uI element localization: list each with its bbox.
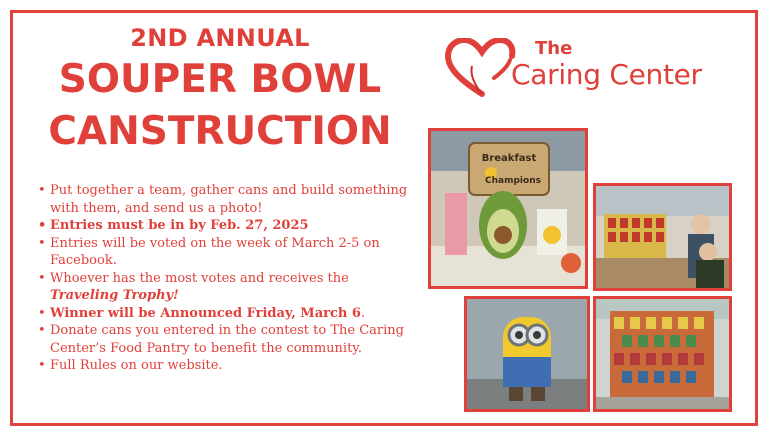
rule-text: Donate cans you entered in the contest to The Caring Center’s Food Pantry to benefit the community. bbox=[50, 323, 404, 356]
sign-text-2: Champions bbox=[485, 176, 541, 186]
rule-item bbox=[38, 322, 418, 357]
traveling-trophy-text: Traveling Trophy! bbox=[50, 288, 179, 303]
photo-breakfast-of-champions bbox=[428, 128, 588, 289]
rule-item bbox=[38, 357, 418, 375]
rule-text: Entries will be voted on the week of March 2-5 on Facebook. bbox=[50, 235, 380, 268]
rule-item bbox=[38, 270, 418, 305]
rule-item bbox=[38, 235, 418, 270]
logo-caring-center: Caring Center bbox=[511, 58, 702, 91]
title-canstruction: CANSTRUCTION bbox=[48, 109, 392, 154]
sign-text-1: Breakfast bbox=[481, 153, 537, 164]
logo-the: The bbox=[535, 38, 573, 59]
rule-text-end: . bbox=[360, 305, 366, 321]
heart-icon bbox=[448, 40, 512, 94]
photo-minion-sculpture bbox=[464, 296, 590, 412]
rule-item bbox=[38, 217, 418, 235]
photo-can-wall bbox=[593, 296, 732, 412]
rule-text: Entries must be in by Feb. 27, 2025 bbox=[50, 218, 309, 233]
rules-list bbox=[38, 182, 418, 375]
title-souper-bowl: SOUPER BOWL bbox=[58, 57, 382, 102]
photo-kids-building bbox=[593, 183, 732, 291]
rule-text: Whoever has the most votes and receives the bbox=[50, 270, 349, 286]
rule-item bbox=[38, 182, 418, 217]
subtitle-annual: 2ND ANNUAL bbox=[130, 24, 310, 52]
rule-item bbox=[38, 305, 418, 323]
rule-text: Winner will be Announced Friday, March 6 bbox=[50, 305, 361, 321]
rule-text: Put together a team, gather cans and build something with them, and send us a photo! bbox=[50, 183, 408, 216]
rule-text: Full Rules on our website. bbox=[50, 358, 223, 373]
